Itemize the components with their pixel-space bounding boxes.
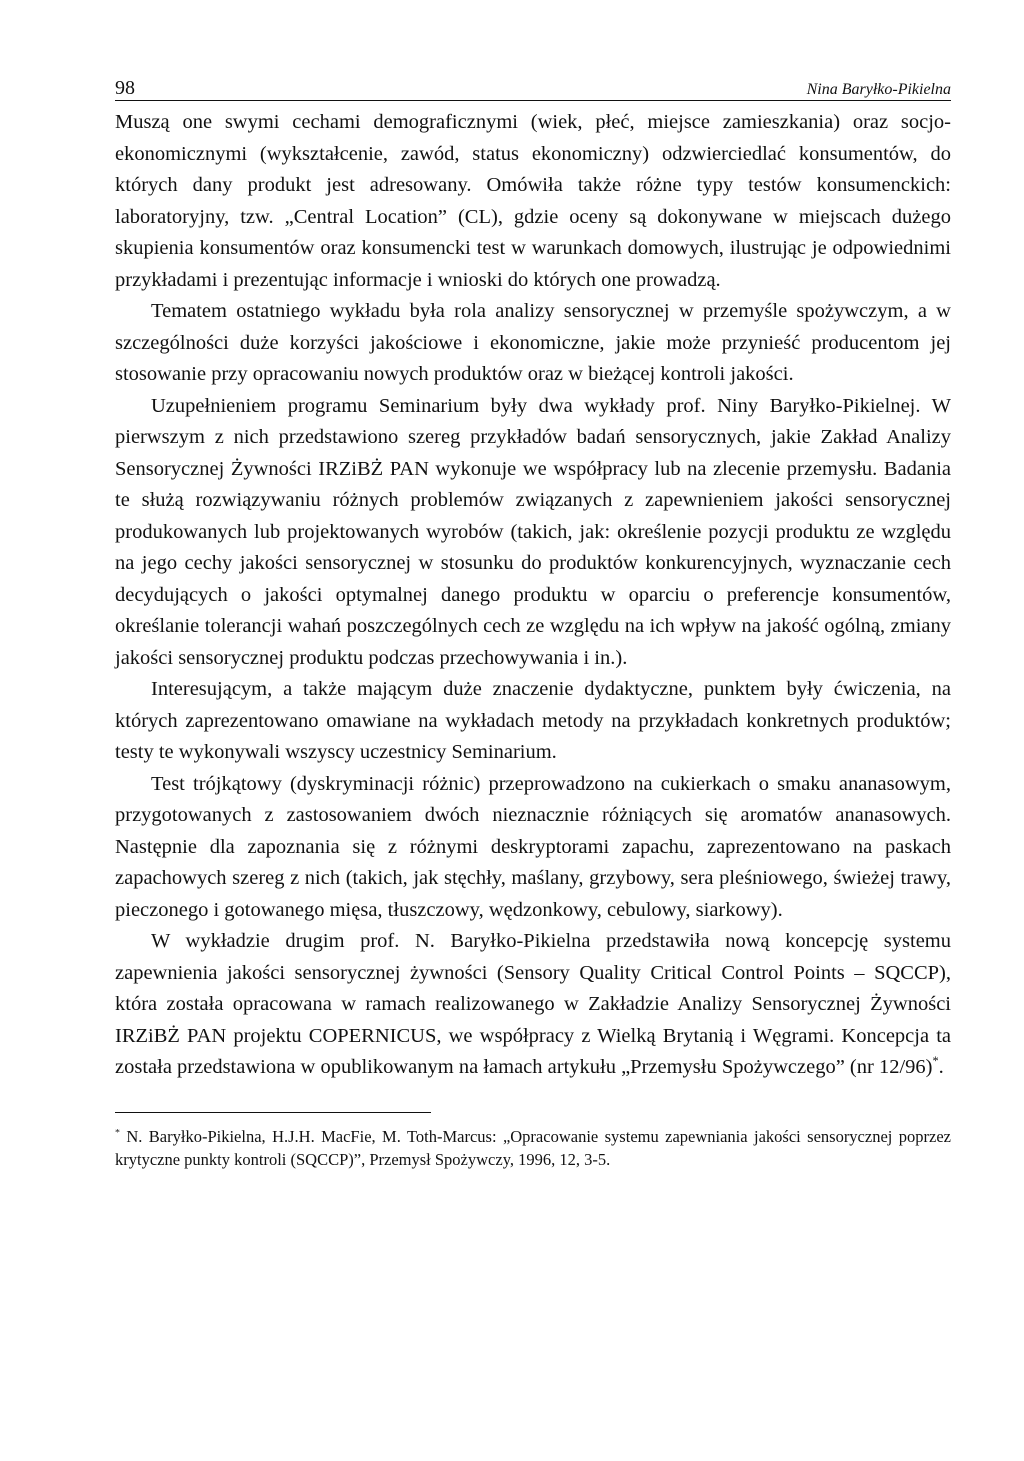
paragraph-5: Test trójkątowy (dyskryminacji różnic) przeprowadzono na cukierkach o smaku ananasowym, przygotowanych z zastosowaniem dwóch nieznacznie różniących się aromatów ananasowych. Następnie dla zapoznania się z różnymi deskryptorami zapachu, zaprezentowano na paskach zapachowych szereg z nich (takich, jak stęchły, maślany, grzybowy, sera pleśniowego, świeżej trawy, pieczonego i gotowanego mięsa, tłuszczowy, wędzonkowy, cebulowy, siarkowy).: [115, 772, 951, 921]
footnote-text: N. Baryłko-Pikielna, H.J.H. MacFie, M. Toth-Marcus: „Opracowanie systemu zapewniania jakości sensorycznej poprzez krytyczne punkty kontroli (SQCCP)”, Przemysł Spożywczy, 1996, 12, 3-5.: [115, 1126, 951, 1169]
page-header: [115, 72, 951, 101]
running-title: Nina Baryłko-Pikielna: [806, 81, 951, 98]
body-text: [115, 107, 951, 1084]
paragraph-3: Uzupełnieniem programu Seminarium były dwa wykłady prof. Niny Baryłko-Pikielnej. W pierwszym z nich przedstawiono szereg przykładów badań sensorycznych, jakie Zakład Analizy Sensorycznej Żywności IRZiBŻ PAN wykonuje we współpracy lub na zlecenie przemysłu. Badania te służą rozwiązywaniu różnych problemów związanych z zapewnieniem jakości sensorycznej produkowanych lub projektowanych wyrobów (takich, jak: określenie pozycji produktu ze względu na jego cechy jakości sensorycznej w stosunku do produktów konkurencyjnych, wyznaczanie cech decydujących o jakości optymalnej danego produktu w oparciu o preferencje konsumentów, określanie tolerancji wahań poszczególnych cech ze względu na ich wpływ na jakość ogólną, zmiany jakości sensorycznej produktu podczas przechowywania i in.).: [115, 394, 951, 669]
paragraph-1: Muszą one swymi cechami demograficznymi (wiek, płeć, miejsce zamieszkania) oraz socjo-ekonomicznymi (wykształcenie, zawód, status ekonomiczny) odzwierciedlać konsumentów, do których dany produkt jest adresowany. Omówiła także różne typy testów konsumenckich: laboratoryjny, tzw. „Central Location” (CL), gdzie oceny są dokonywane w miejscach dużego skupienia konsumentów oraz konsumencki test w warunkach domowych, ilustrując je odpowiednimi przykładami i prezentując informacje i wnioski do których one prowadzą.: [115, 111, 951, 291]
page-number: 98: [115, 77, 135, 99]
paragraph-6: W wykładzie drugim prof. N. Baryłko-Pikielna przedstawiła nową koncepcję systemu zapewnienia jakości sensorycznej żywności (Sensory Quality Critical Control Points – SQCCP), która została opracowana w ramach realizowanego w Zakładzie Analizy Sensorycznej Żywności IRZiBŻ PAN projektu COPERNICUS, we współpracy z Wielką Brytanią i Węgrami. Koncepcja ta została przedstawiona w opublikowanym na łamach artykułu „Przemysłu Spożywczego” (nr 12/96)*.: [115, 930, 951, 1078]
paragraph-2: Tematem ostatniego wykładu była rola analizy sensorycznej w przemyśle spożywczym, a w szczególności duże korzyści jakościowe i ekonomiczne, jakie może przynieść producentom jej stosowanie przy opracowaniu nowych produktów oraz w bieżącej kontroli jakości.: [115, 300, 951, 385]
paragraph-4: Interesującym, a także mającym duże znaczenie dydaktyczne, punktem były ćwiczenia, na których zaprezentowano omawiane na wykładach metody na przykładach konkretnych produktów; testy te wykonywali wszyscy uczestnicy Seminarium.: [115, 678, 951, 763]
footnote-reference: *: [932, 1054, 939, 1069]
footnote-marker: *: [115, 1127, 120, 1138]
footnote-divider: [115, 1112, 431, 1113]
footnote: [115, 1125, 951, 1171]
paragraph-6-text: W wykładzie drugim prof. N. Baryłko-Pikielna przedstawiła nową koncepcję systemu zapewnienia jakości sensorycznej żywności (Sensory Quality Critical Control Points – SQCCP), która została opracowana w ramach realizowanego w Zakładzie Analizy Sensorycznej Żywności IRZiBŻ PAN projektu COPERNICUS, we współpracy z Wielką Brytanią i Węgrami. Koncepcja ta została przedstawiona w opublikowanym na łamach artykułu „Przemysłu Spożywczego” (nr 12/96): [115, 930, 951, 1078]
document-page: [115, 72, 951, 1171]
